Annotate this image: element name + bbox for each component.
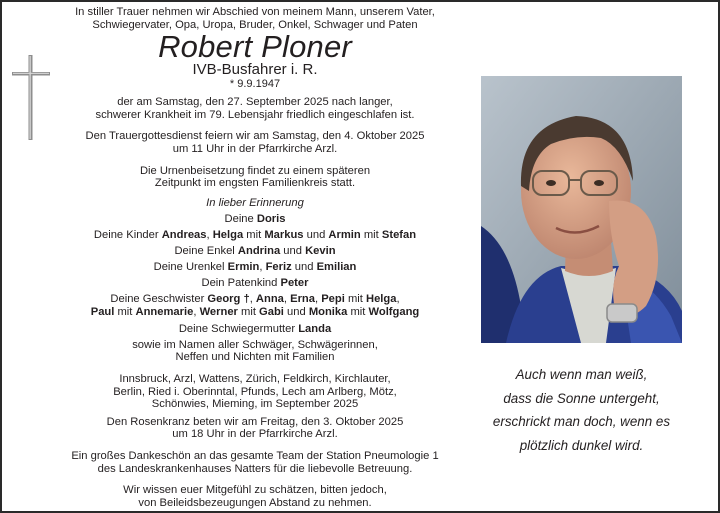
great-grandchildren-label: Deine Urenkel bbox=[153, 260, 228, 273]
name-separator: , bbox=[249, 292, 256, 305]
name-separator: , bbox=[193, 305, 200, 318]
urn-burial-line: Zeitpunkt im engsten Familienkreis statt. bbox=[154, 177, 356, 190]
family-member-name: Pepi bbox=[321, 292, 345, 305]
name-separator: , bbox=[259, 260, 266, 273]
rosary-line: um 18 Uhr in der Pfarrkirche Arzl. bbox=[172, 428, 338, 441]
closing-line: von Beileidsbezeugungen Abstand zu nehmen. bbox=[138, 496, 372, 509]
quote-line: Auch wenn man weiß, bbox=[515, 367, 648, 382]
name-separator: mit bbox=[243, 228, 265, 241]
others-line: Neffen und Nichten mit Familien bbox=[175, 351, 335, 364]
death-line: der am Samstag, den 27. September 2025 nach langer, bbox=[117, 96, 393, 109]
family-member-name: Helga bbox=[365, 292, 397, 305]
siblings-label: Deine Geschwister bbox=[110, 292, 208, 305]
mother-in-law-line bbox=[30, 321, 480, 337]
godchild-line bbox=[30, 275, 480, 291]
places-line: Schönwies, Mieming, im September 2025 bbox=[151, 398, 359, 411]
portrait-photo bbox=[481, 76, 682, 343]
thanks-line: des Landeskrankenhauses Natters für die liebevolle Betreuung. bbox=[97, 462, 413, 475]
family-member-name: Stefan bbox=[381, 228, 417, 241]
places-line: Innsbruck, Arzl, Wattens, Zürich, Feldkirch, Kirchlauter, bbox=[119, 372, 391, 385]
obituary-text bbox=[30, 6, 480, 509]
intro-line: Schwiegervater, Opa, Uropa, Bruder, Onkel, Schwager und Paten bbox=[92, 18, 418, 31]
family-member-name: Kevin bbox=[305, 244, 336, 257]
children-line bbox=[30, 227, 480, 243]
occupation: IVB-Busfahrer i. R. bbox=[192, 61, 318, 79]
wife-label: Deine bbox=[224, 212, 257, 225]
name-separator: , bbox=[283, 292, 291, 305]
siblings-line bbox=[30, 293, 480, 306]
quote-line: dass die Sonne untergeht, bbox=[503, 390, 660, 406]
name-separator: und bbox=[303, 228, 329, 241]
name-separator: und bbox=[280, 244, 306, 257]
family-member-name: Emilian bbox=[316, 260, 357, 273]
family-member-name: Helga bbox=[212, 228, 244, 241]
closing-line: Wir wissen euer Mitgefühl zu schätzen, bitten jedoch, bbox=[123, 484, 387, 497]
grandchildren-line bbox=[30, 243, 480, 259]
birth-date: * 9.9.1947 bbox=[229, 78, 281, 91]
family-member-name: Andreas bbox=[161, 228, 207, 241]
siblings-line bbox=[30, 306, 480, 319]
name-separator: , bbox=[206, 228, 213, 241]
family-member-name: Anna bbox=[255, 292, 284, 305]
great-grandchildren-line bbox=[30, 259, 480, 275]
family-member-name: Feriz bbox=[265, 260, 292, 273]
deceased-name: Robert Ploner bbox=[158, 29, 352, 65]
name-separator: mit bbox=[347, 305, 369, 318]
family-member-name: Annemarie bbox=[135, 305, 194, 318]
family-member-name: Markus bbox=[264, 228, 304, 241]
others-line: sowie im Namen aller Schwäger, Schwägerinnen, bbox=[132, 338, 378, 351]
memory-heading: In lieber Erinnerung bbox=[206, 196, 304, 209]
name-separator: und bbox=[283, 305, 309, 318]
godchild-label: Dein Patenkind bbox=[201, 276, 281, 289]
family-member-name: Georg † bbox=[207, 292, 250, 305]
family-member-name: Armin bbox=[328, 228, 361, 241]
name-separator: , bbox=[314, 292, 322, 305]
mother-in-law-name: Landa bbox=[298, 322, 332, 335]
family-member-name: Ermin bbox=[227, 260, 260, 273]
name-separator: mit bbox=[360, 228, 382, 241]
grandchildren-label: Deine Enkel bbox=[174, 244, 238, 257]
places-line: Berlin, Ried i. Oberinntal, Pfunds, Lech am Arlberg, Mötz, bbox=[113, 385, 397, 398]
name-separator: mit bbox=[237, 305, 260, 318]
urn-burial-line: Die Urnenbeisetzung findet zu einem späteren bbox=[139, 164, 371, 177]
family-member-name: Paul bbox=[90, 305, 115, 318]
family-member-name: Werner bbox=[199, 305, 238, 318]
thanks-line: Ein großes Dankeschön an das gesamte Team der Station Pneumologie 1 bbox=[71, 449, 439, 462]
name-separator: mit bbox=[344, 292, 366, 305]
family-member-name: Andrina bbox=[237, 244, 281, 257]
quote-line: erschrickt man doch, wenn es bbox=[492, 414, 671, 429]
funeral-service-line: um 11 Uhr in der Pfarrkirche Arzl. bbox=[172, 142, 338, 155]
mother-in-law-label: Deine Schwiegermutter bbox=[178, 322, 299, 335]
children-label: Deine Kinder bbox=[93, 228, 162, 241]
name-separator: , bbox=[396, 292, 400, 305]
family-member-name: Wolfgang bbox=[368, 305, 420, 318]
name-separator: mit bbox=[114, 305, 136, 318]
godchild-name: Peter bbox=[280, 276, 309, 289]
funeral-service-line: Den Trauergottesdienst feiern wir am Samstag, den 4. Oktober 2025 bbox=[85, 130, 425, 143]
family-member-name: Monika bbox=[308, 305, 348, 318]
family-member-name: Gabi bbox=[259, 305, 284, 318]
wife-line bbox=[30, 211, 480, 227]
quote-line: plötzlich dunkel wird. bbox=[519, 437, 644, 453]
wife-name: Doris bbox=[256, 212, 286, 225]
family-member-name: Erna bbox=[290, 292, 315, 305]
name-separator: und bbox=[291, 260, 317, 273]
rosary-line: Den Rosenkranz beten wir am Freitag, den 3. Oktober 2025 bbox=[106, 415, 404, 428]
death-line: schwerer Krankheit im 79. Lebensjahr friedlich eingeschlafen ist. bbox=[95, 108, 415, 121]
intro-line: In stiller Trauer nehmen wir Abschied von meinem Mann, unserem Vater, bbox=[75, 6, 435, 18]
quote bbox=[481, 363, 682, 457]
